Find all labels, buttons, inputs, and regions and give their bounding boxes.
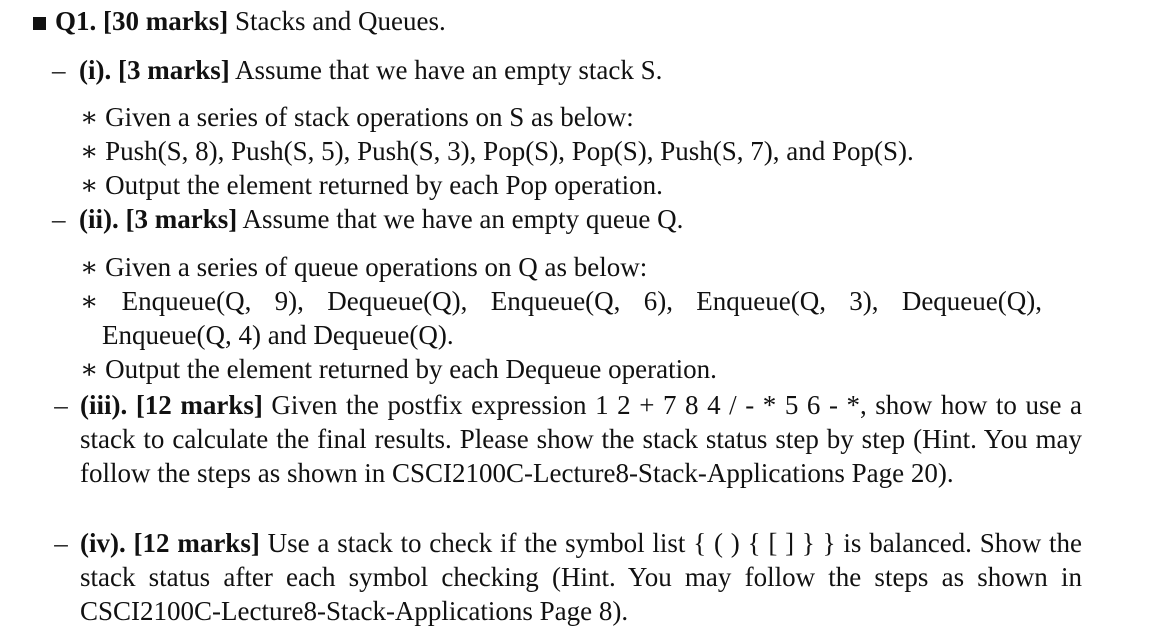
part-iii-text-block [80, 388, 1082, 490]
part-ii-intro: Assume that we have an empty queue Q. [242, 204, 684, 234]
part-iii-text: Given the postfix expression 1 2 + 7 8 4 / - * 5 6 - *, show how to use a stack to calculate the final results. Please show the stack status step by step (Hint. You may follow the steps as shown in CSCI2100C-Lecture8-Stack-Applications Page 20). [80, 390, 1083, 488]
part-i-marks: [3 marks] [117, 55, 230, 85]
part-i-bullet-1 [80, 100, 634, 134]
part-ii-marks: [3 marks] [125, 204, 238, 234]
part-i-bullet-2 [80, 134, 914, 168]
part-iv-label: (iv). [80, 528, 126, 558]
part-iv-marks: [12 marks] [133, 528, 260, 558]
part-ii-heading [52, 202, 683, 236]
part-i-intro: Assume that we have an empty stack S. [234, 55, 663, 85]
bullet-text: Output the element returned by each Pop operation. [105, 170, 663, 200]
bullet-text: Output the element returned by each Dequeue operation. [105, 354, 717, 384]
asterisk-bullet-icon: ∗ [80, 102, 106, 132]
asterisk-bullet-icon: ∗ [80, 354, 106, 384]
part-iii-marks: [12 marks] [135, 390, 263, 420]
part-ii-label: (ii). [79, 204, 119, 234]
part-i-heading [52, 53, 662, 87]
question-heading [33, 4, 446, 38]
asterisk-bullet-icon: ∗ [80, 170, 106, 200]
part-i-bullet-3 [80, 168, 663, 202]
part-iv-text-block [80, 526, 1082, 628]
dash-icon: – [54, 390, 68, 420]
dash-icon: – [52, 204, 73, 234]
part-iv-text: Use a stack to check if the symbol list { ( ) { [ ] } } is balanced. Show the stack status after each symbol checking (Hint. You may follow the steps as shown in CSCI2100C-Lecture8-Stack-Applications Page 8). [80, 528, 1083, 626]
question-title: Stacks and Queues. [235, 6, 446, 36]
bullet-text: Given a series of stack operations on S as below: [105, 102, 634, 132]
bullet-text: Push(S, 8), Push(S, 5), Push(S, 3), Pop(S), Pop(S), Push(S, 7), and Pop(S). [105, 136, 914, 166]
part-ii-bullet-1 [80, 250, 647, 284]
bullet-text: Given a series of queue operations on Q as below: [105, 252, 648, 282]
part-ii-bullet-2 [80, 284, 1042, 352]
question-label: Q1. [55, 6, 97, 36]
bullet-text: Enqueue(Q, 9), Dequeue(Q), Enqueue(Q, 6), Enqueue(Q, 3), Dequeue(Q), Enqueue(Q, 4) and Dequeue(Q). [102, 286, 1043, 350]
asterisk-bullet-icon: ∗ [80, 136, 106, 166]
dash-icon: – [52, 55, 73, 85]
part-iii-label: (iii). [80, 390, 128, 420]
question-marks: [30 marks] [103, 6, 229, 36]
asterisk-bullet-icon: ∗ [80, 252, 106, 282]
square-bullet-icon [33, 17, 46, 30]
dash-icon: – [54, 528, 68, 558]
part-ii-bullet-3 [80, 352, 717, 386]
asterisk-bullet-icon: ∗ [80, 286, 122, 316]
part-i-label: (i). [79, 55, 112, 85]
